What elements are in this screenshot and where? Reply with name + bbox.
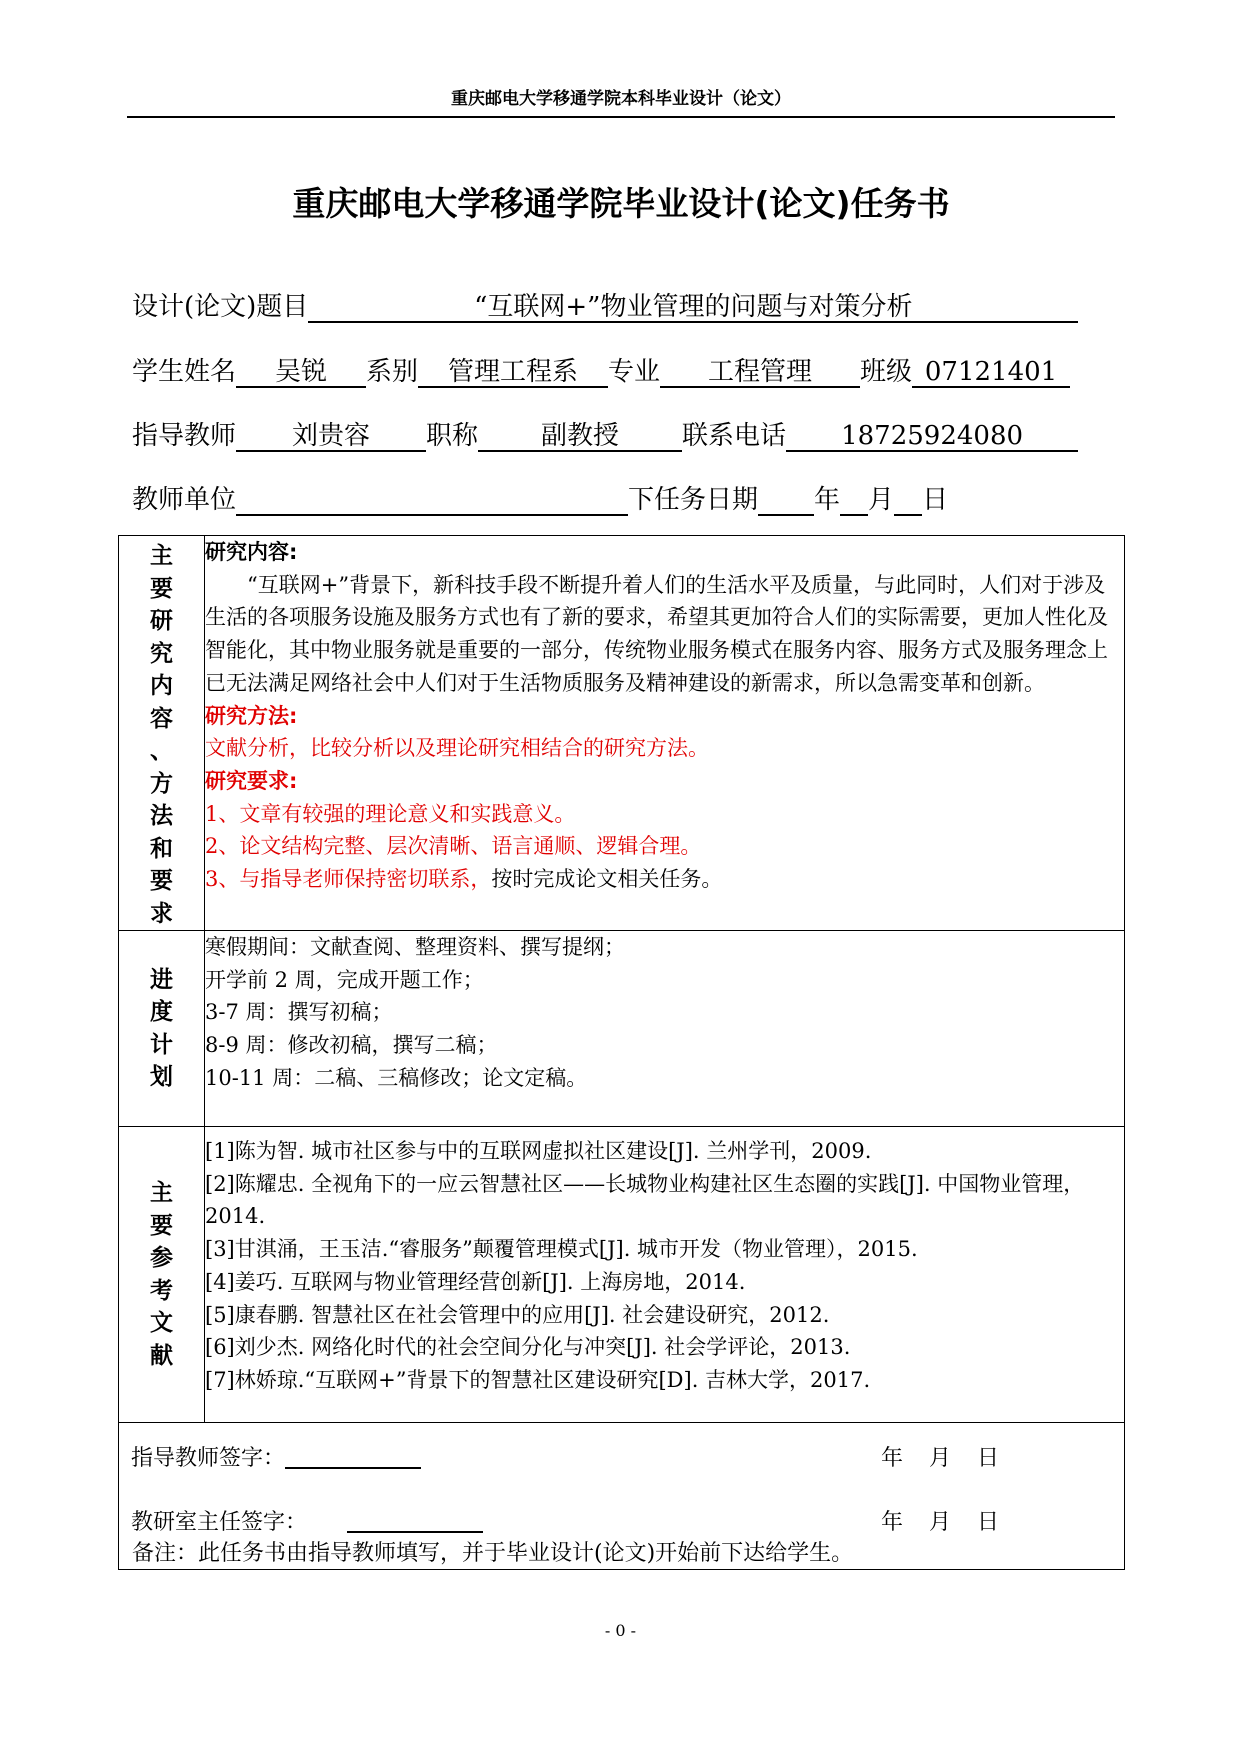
label-char: 容 [150,705,173,732]
year-field[interactable] [758,480,814,516]
task-table [118,535,1125,1570]
major-value: 工程管理 [708,357,813,387]
refs-row [119,1127,1125,1423]
office-sign-field[interactable] [347,1505,483,1533]
unit-field[interactable] [236,480,628,516]
research-req-item: 2、论文结构完整、层次清晰、语言通顺、逻辑合理。 [205,834,702,859]
advisor-row [132,416,1078,456]
label-char: 参 [150,1245,173,1271]
unit-label: 教师单位 [132,485,237,515]
class-label: 班级 [860,357,913,387]
label-char: 进 [150,966,173,993]
research-label-cell [119,536,205,931]
year-label: 年 [814,485,841,515]
schedule-item: 寒假期间：文献查阅、整理资料、撰写提纲； [205,935,625,959]
label-char: 法 [150,803,173,829]
dept-label: 系别 [366,357,419,387]
rank-field[interactable] [478,416,682,452]
research-req-heading: 研究要求: [205,768,298,793]
day-label: 日 [922,485,949,515]
label-char: 究 [150,640,173,667]
reference-item: [7]林娇琼.“互联网+”背景下的智慧社区建设研究[D]. 吉林大学，2017. [205,1367,871,1392]
student-label: 学生姓名 [132,357,237,387]
reference-item: [5]康春鹏. 智慧社区在社会管理中的应用[J]. 社会建设研究，2012. [205,1302,830,1327]
schedule-label-cell [119,931,205,1127]
phone-label: 联系电话 [682,421,787,451]
label-char: 、 [150,738,173,764]
research-content-heading: 研究内容: [205,540,298,564]
topic-field[interactable] [308,287,1078,323]
label-char: 献 [150,1342,173,1369]
label-char: 划 [150,1064,173,1090]
date-label: 下任务日期 [628,485,759,515]
label-char: 要 [150,868,173,894]
month-field[interactable] [840,480,868,516]
month-label: 月 [868,485,895,515]
reference-item: [3]甘淇涌，王玉洁.“睿服务”颠覆管理模式[J]. 城市开发（物业管理），2015. [205,1237,918,1262]
page-number: - 0 - [604,1621,637,1640]
schedule-item: 8-9 周：修改初稿，撰写二稿； [205,1033,498,1058]
document-title: 重庆邮电大学移通学院毕业设计(论文)任务书 [292,184,950,223]
rank-value: 副教授 [541,421,620,451]
day-field[interactable] [894,480,922,516]
running-header: 重庆邮电大学移通学院本科毕业设计（论文） [127,86,1115,118]
label-char: 度 [150,999,173,1025]
research-content-text: “互联网+”背景下，新科技手段不断提升着人们的生活水平及质量，与此同时，人们对于涉及生活的各项服务设施及服务方式也有了新的要求，希望其更加符合人们的实际需要，更加人性化及智能化，其中物业服务就是重要的一部分，传统物业服务模式在服务内容、服务方式及服务理念上已无法满足网络社会中人们对于生活物质服务及精神建设的新需求，所以急需变革和创新。 [205,572,1108,695]
student-row [132,352,1070,392]
label-char: 内 [150,673,173,699]
advisor-value: 刘贵容 [292,421,371,451]
research-req-item [205,863,1124,896]
schedule-item: 10-11 周：二稿、三稿修改；论文定稿。 [205,1065,588,1090]
advisor-label: 指导教师 [132,421,237,451]
reference-item: [2]陈耀忠. 全视角下的一应云智慧社区——长城物业构建社区生态圈的实践[J]. 中国物业管理，2014. [205,1171,1085,1229]
research-req-item: 1、文章有较强的理论意义和实践意义。 [205,801,576,826]
dept-value: 管理工程系 [448,357,579,387]
reference-item: [1]陈为智. 城市社区参与中的互联网虚拟社区建设[J]. 兰州学刊，2009. [205,1139,872,1163]
dept-field[interactable] [418,352,608,388]
rank-label: 职称 [426,421,479,451]
req-3-red: 3、与指导老师保持密切联系， [205,867,492,892]
phone-value: 18725924080 [841,421,1024,451]
refs-label-cell [119,1127,205,1423]
label-char: 要 [150,575,173,602]
label-char: 文 [150,1310,173,1336]
label-char: 主 [150,1180,173,1206]
research-method-heading: 研究方法: [205,703,298,728]
label-char: 研 [150,608,173,634]
major-field[interactable] [660,352,860,388]
label-char: 求 [150,900,173,927]
major-label: 专业 [608,357,661,387]
advisor-sign-field[interactable] [285,1441,421,1469]
student-field[interactable] [236,352,366,388]
unit-row [132,480,948,520]
topic-label: 设计(论文)题目 [132,292,309,322]
class-field[interactable] [912,352,1070,388]
label-char: 计 [150,1031,173,1058]
research-method-text: 文献分析，比较分析以及理论研究相结合的研究方法。 [205,736,709,761]
schedule-row [119,931,1125,1127]
label-char: 主 [150,543,173,569]
advisor-field[interactable] [236,416,426,452]
advisor-signature [119,1441,1124,1505]
refs-content-cell [205,1127,1125,1423]
advisor-sign-date: 年 月 日 [881,1446,1002,1471]
schedule-content-cell [205,931,1125,1127]
topic-row [132,287,1078,327]
topic-value: “互联网+”物业管理的问题与对策分析 [474,292,913,322]
label-char: 方 [150,770,173,797]
phone-field[interactable] [786,416,1078,452]
schedule-item: 3-7 周：撰写初稿； [205,1000,393,1025]
research-content-cell [205,536,1125,931]
req-3-black: 按时完成论文相关任务。 [491,867,723,892]
office-sign-label: 教研室主任签字： [131,1505,483,1536]
reference-item: [4]姜巧. 互联网与物业管理经营创新[J]. 上海房地，2014. [205,1269,746,1294]
class-value: 07121401 [924,357,1058,387]
label-char: 考 [150,1277,173,1304]
research-row [119,536,1125,931]
label-char: 和 [150,835,173,862]
office-sign-date: 年 月 日 [881,1510,1002,1535]
student-value: 吴锐 [275,357,328,387]
label-char: 要 [150,1212,173,1239]
reference-item: [6]刘少杰. 网络化时代的社会空间分化与冲突[J]. 社会学评论，2013. [205,1335,851,1360]
advisor-sign-label: 指导教师签字： [131,1441,421,1472]
footnote: 备注：此任务书由指导教师填写，并于毕业设计(论文)开始前下达给学生。 [132,1541,854,1566]
schedule-item: 开学前 2 周，完成开题工作； [205,967,484,992]
